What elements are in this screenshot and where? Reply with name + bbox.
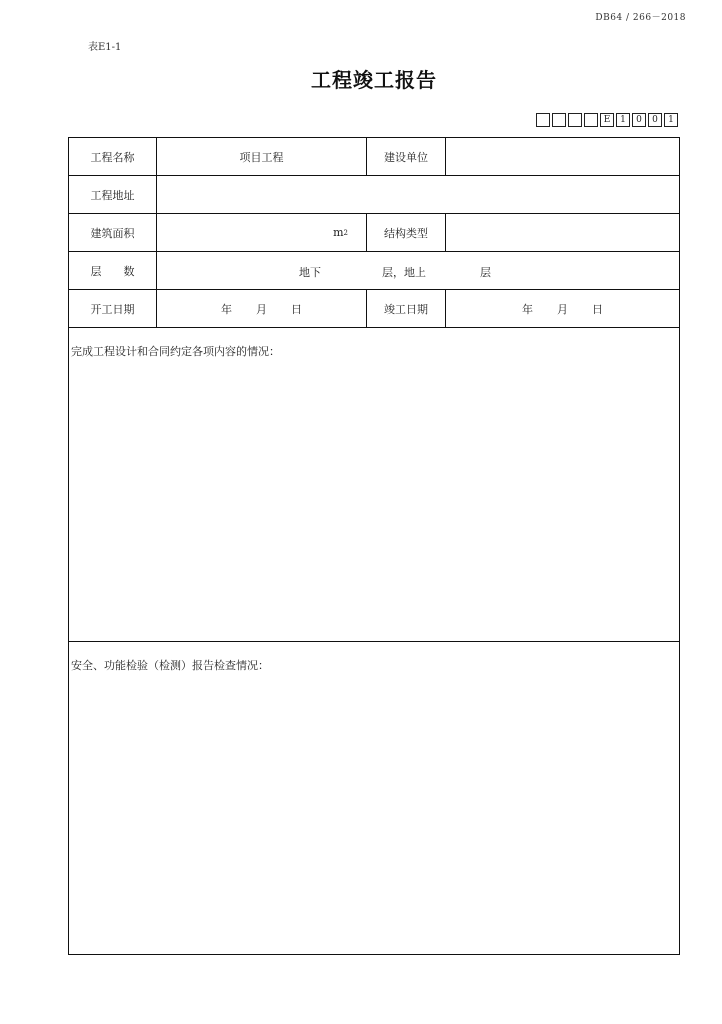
completion-year: 年 (522, 302, 533, 316)
completion-date-label: 竣工日期 (367, 290, 446, 327)
completion-date-field[interactable] (446, 290, 679, 327)
row-dates (69, 290, 679, 328)
row-floors (69, 252, 679, 290)
building-area-label: 建筑面积 (69, 214, 157, 251)
code-box[interactable] (552, 113, 566, 127)
area-unit: m (333, 226, 344, 239)
start-year: 年 (221, 302, 232, 316)
start-date-label: 开工日期 (69, 290, 157, 327)
document-code-boxes (536, 113, 678, 127)
code-box: 1 (664, 113, 678, 127)
row-project-address (69, 176, 679, 214)
project-name-field[interactable]: 项目工程 (157, 138, 367, 175)
construction-unit-field[interactable] (446, 138, 679, 175)
row-building-area (69, 214, 679, 252)
completion-report-form (68, 137, 680, 955)
table-number: 表E1-1 (88, 42, 122, 53)
building-area-field[interactable] (157, 214, 367, 251)
start-date-field[interactable] (157, 290, 367, 327)
construction-unit-label: 建设单位 (367, 138, 446, 175)
structure-type-label: 结构类型 (367, 214, 446, 251)
code-box: 0 (648, 113, 662, 127)
start-month: 月 (256, 302, 267, 316)
completion-month: 月 (557, 302, 568, 316)
code-box[interactable] (568, 113, 582, 127)
safety-function-inspection-section[interactable] (69, 642, 679, 953)
project-address-field[interactable] (157, 176, 679, 213)
floors-underground-text: 地下 (299, 266, 321, 279)
project-name-label: 工程名称 (69, 138, 157, 175)
standard-code: DB64 / 266－2018 (595, 13, 686, 23)
design-contract-completion-section[interactable] (69, 328, 679, 642)
completion-day: 日 (592, 302, 603, 316)
page-title: 工程竣工报告 (311, 68, 437, 92)
floors-suffix-text: 层 (480, 266, 491, 279)
project-address-label: 工程地址 (69, 176, 157, 213)
area-unit-superscript: 2 (343, 228, 348, 237)
floors-field[interactable] (157, 252, 679, 289)
design-contract-completion-label: 完成工程设计和合同约定各项内容的情况： (71, 345, 280, 358)
row-project-name (69, 138, 679, 176)
code-box: 0 (632, 113, 646, 127)
floors-label: 层 数 (69, 252, 157, 289)
floors-above-text: 层，地上 (382, 266, 426, 279)
code-box: E (600, 113, 614, 127)
start-day: 日 (291, 302, 302, 316)
code-box[interactable] (536, 113, 550, 127)
structure-type-field[interactable] (446, 214, 679, 251)
code-box[interactable] (584, 113, 598, 127)
code-box: 1 (616, 113, 630, 127)
safety-function-inspection-label: 安全、功能检验（检测）报告检查情况： (71, 659, 269, 672)
